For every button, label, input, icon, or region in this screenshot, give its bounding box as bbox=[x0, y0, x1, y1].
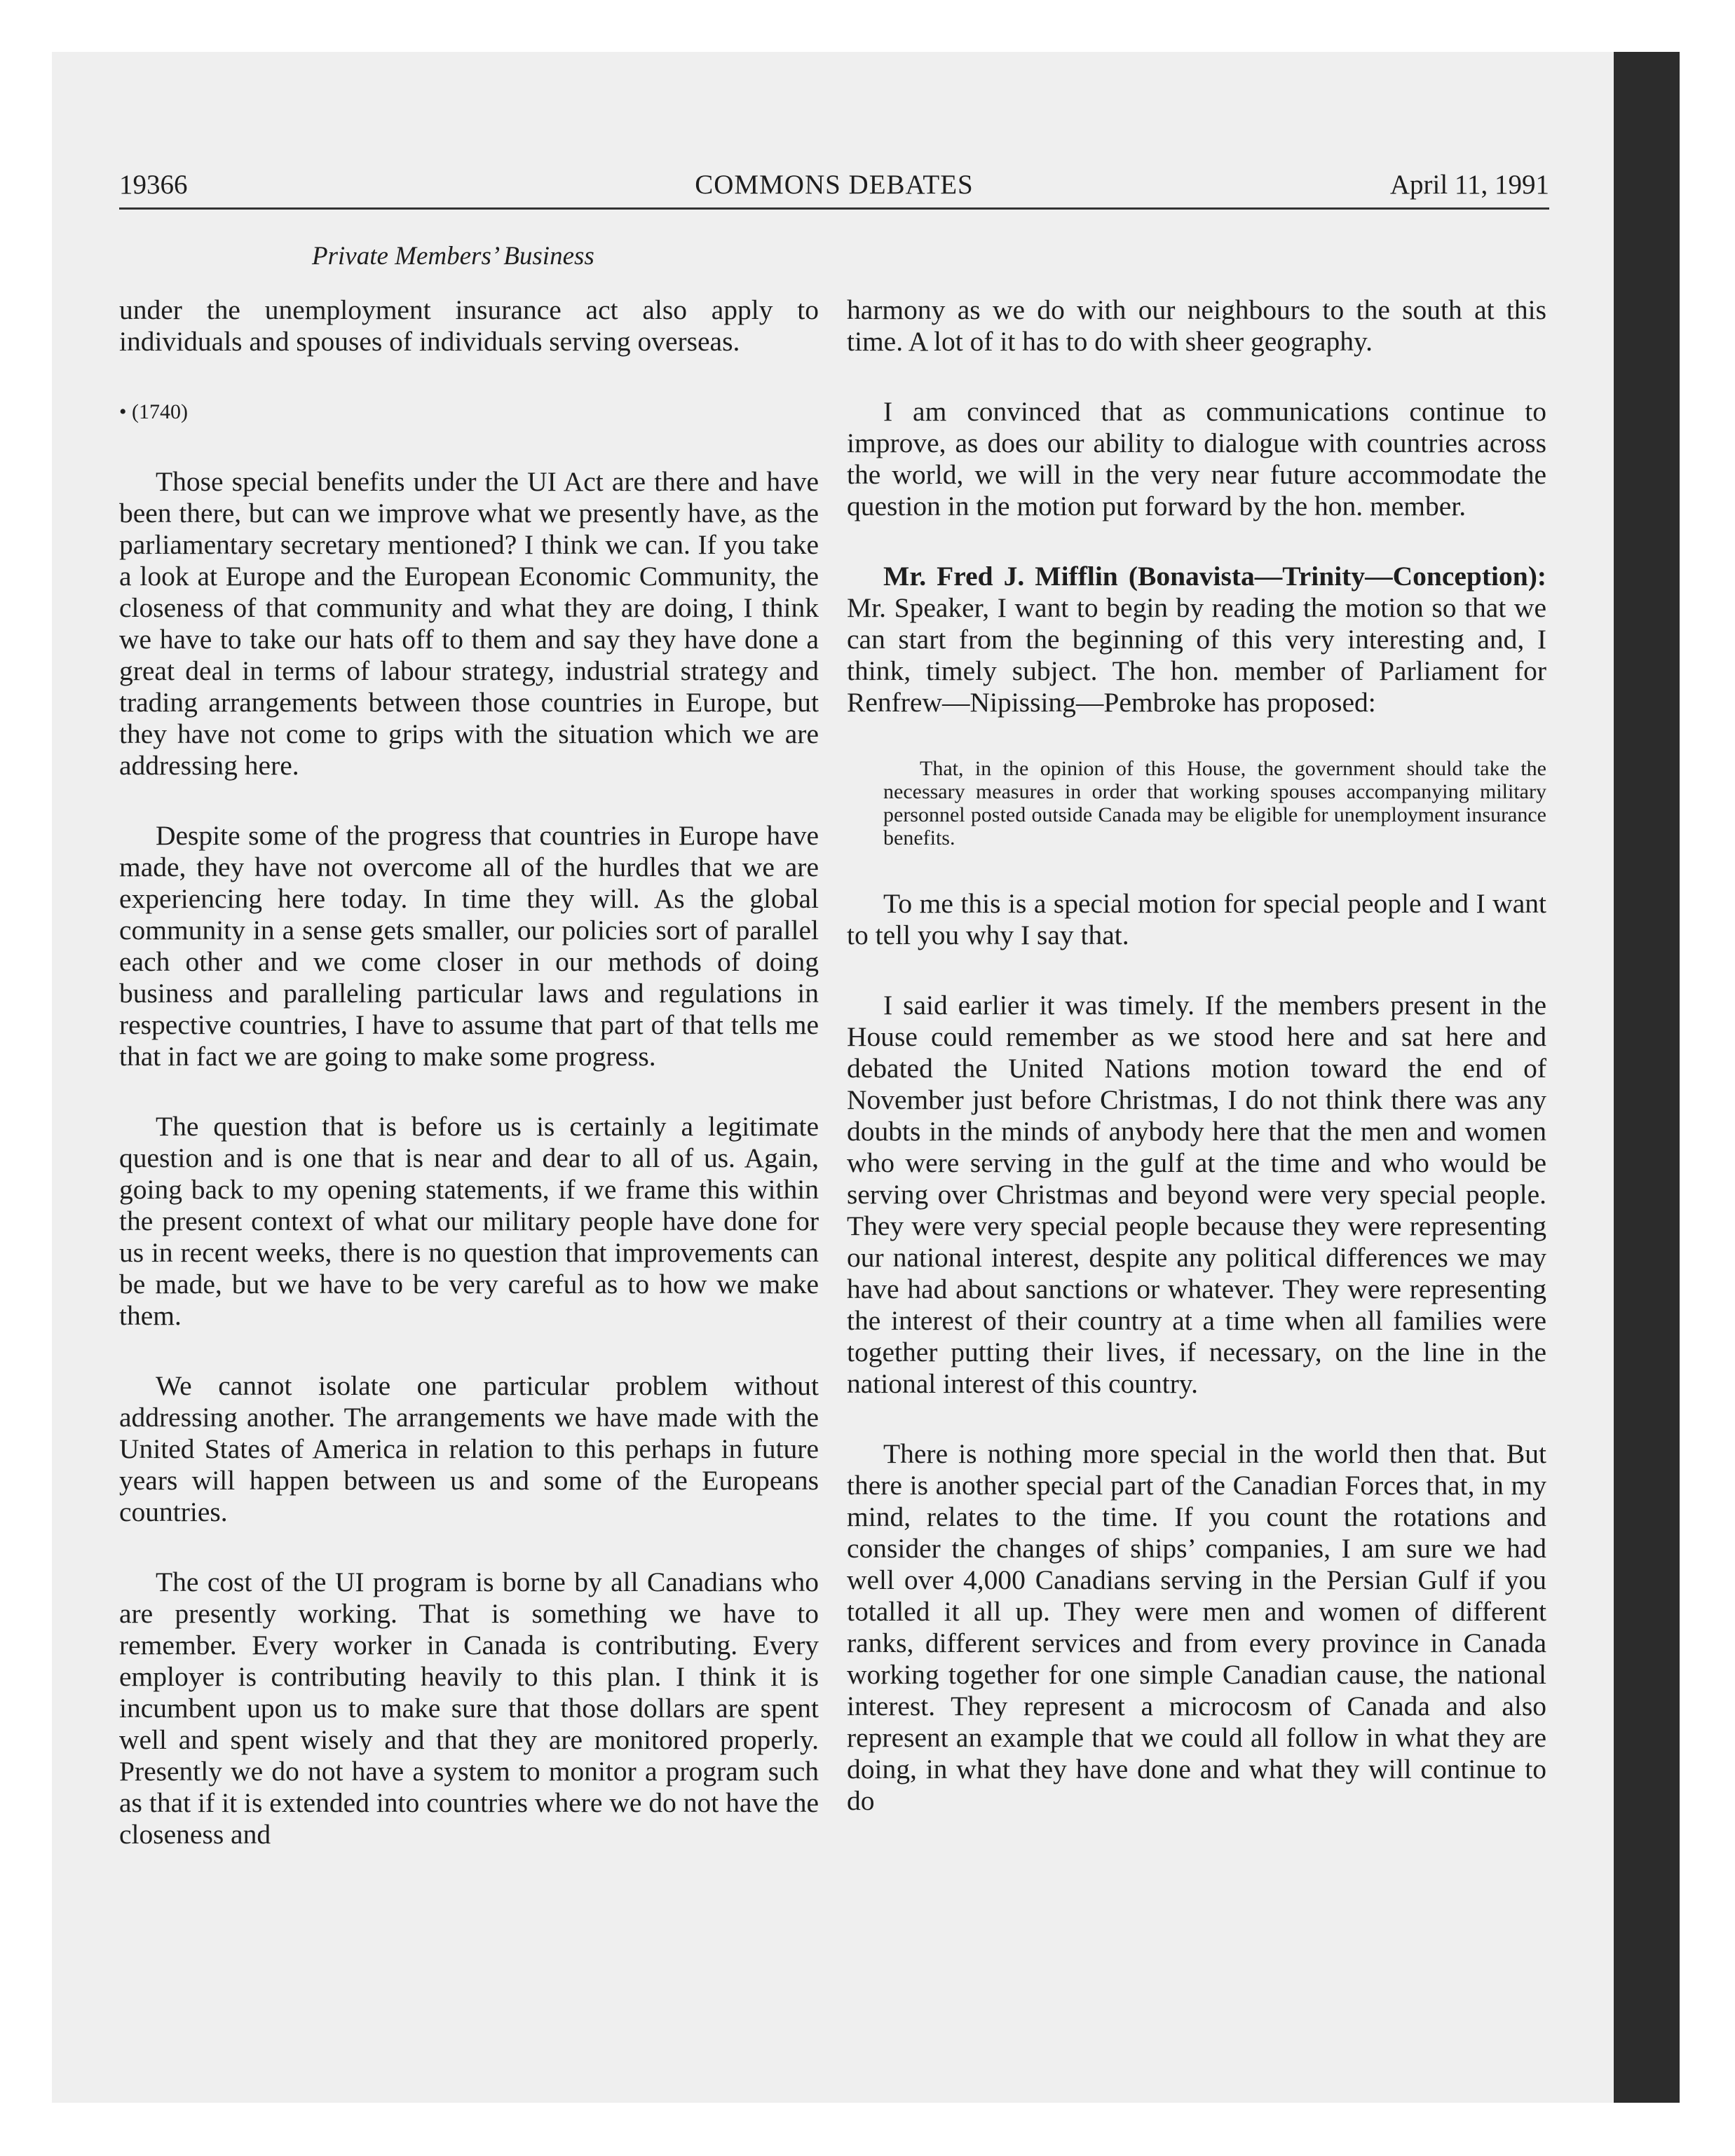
speaker-name: Mr. Fred J. Mifflin (Bonavista—Trinity—Conception): bbox=[883, 561, 1546, 592]
page-header bbox=[119, 168, 1549, 210]
paragraph: I am convinced that as communications continue to improve, as does our ability to dialogue with countries across the world, we will in the very near future accommodate the question in the motion put forward by the hon. member. bbox=[847, 396, 1546, 521]
timestamp: • (1740) bbox=[119, 400, 188, 423]
paragraph: We cannot isolate one particular problem without addressing another. The arrangements we have made with the United States of America in relation to this perhaps in future years will happen between us and some of the Europeans countries. bbox=[119, 1370, 819, 1527]
left-column bbox=[119, 294, 819, 1889]
paragraph: The cost of the UI program is borne by all Canadians who are presently working. That is something we have to remember. Every worker in Canada is contributing. Every employer is contributing heavily to this plan. I think it is incumbent upon us to make sure that those dollars are spent well and spent wisely and that they are monitored properly. Presently we do not have a system to monitor a program such as that if it is extended into countries where we do not have the closeness and bbox=[119, 1567, 819, 1850]
paragraph: I said earlier it was timely. If the members present in the House could remember as we stood here and sat here and debated the United Nations motion toward the end of November just before Christmas, I do not think there was any doubts in the minds of anybody here that the men and women who were serving in the gulf at the time and who would be serving over Christmas and beyond were very special people. They were very special people because they were representing our national interest, despite any political differences we may have had about sanctions or whatever. They were representing the interest of their country at a time when all families were together putting their lives, if necessary, on the line in the national interest of this country. bbox=[847, 990, 1546, 1399]
page-number: 19366 bbox=[119, 170, 188, 200]
speech-text: Mr. Speaker, I want to begin by reading the motion so that we can start from the beginning of this very interesting and, I think, timely subject. The hon. member of Parliament for Renfrew—Nipissing—Pembroke has proposed: bbox=[847, 592, 1546, 718]
publication-title: COMMONS DEBATES bbox=[695, 170, 974, 200]
paragraph: Despite some of the progress that countries in Europe have made, they have not overcome all of the hurdles that we are experiencing here today. In time they will. As the global community in a sense gets smaller, our policies sort of parallel each other and we come closer in our methods of doing business and paralleling particular laws and regulations in respective countries, I have to assume that part of that tells me that in fact we are going to make some progress. bbox=[119, 820, 819, 1072]
paragraph: There is nothing more special in the world then that. But there is another special part of the Canadian Forces that, in my mind, relates to the time. If you count the rotations and consider the changes of ships’ companies, I am sure we had well over 4,000 Canadians serving in the Persian Gulf if you totalled it all up. They were men and women of different ranks, different services and from every province in Canada working together for one simple Canadian cause, the national interest. They represent a microcosm of Canada and also represent an example that we could all follow in what they are doing, in what they have done and what they will continue to do bbox=[847, 1438, 1546, 1816]
right-column bbox=[847, 294, 1546, 1855]
page-date: April 11, 1991 bbox=[1389, 170, 1549, 200]
paragraph: under the unemployment insurance act also apply to individuals and spouses of individuals serving overseas. bbox=[119, 294, 819, 357]
section-title: Private Members’ Business bbox=[312, 242, 594, 271]
paragraph: harmony as we do with our neighbours to the south at this time. A lot of it has to do with sheer geography. bbox=[847, 294, 1546, 357]
motion-quote: That, in the opinion of this House, the government should take the necessary measures in order that working spouses accompanying military personnel posted outside Canada may be eligible for unemployment insurance benefits. bbox=[883, 757, 1546, 850]
paragraph: To me this is a special motion for special people and I want to tell you why I say that. bbox=[847, 888, 1546, 950]
paragraph: Those special benefits under the UI Act are there and have been there, but can we improve what we presently have, as the parliamentary secretary mentioned? I think we can. If you take a look at Europe and the European Economic Community, the closeness of that community and what they are doing, I think we have to take our hats off to them and say they have done a great deal in terms of labour strategy, industrial strategy and trading arrangements between those countries in Europe, but they have not come to grips with the situation which we are addressing here. bbox=[119, 466, 819, 781]
scan-edge-shadow bbox=[1614, 52, 1680, 2103]
paragraph: The question that is before us is certainly a legitimate question and is one that is near and dear to all of us. Again, going back to my opening statements, if we frame this within the present context of what our military people have done for us in recent weeks, there is no question that improvements can be made, but we have to be very careful as to how we make them. bbox=[119, 1111, 819, 1331]
speech-paragraph bbox=[847, 561, 1546, 718]
